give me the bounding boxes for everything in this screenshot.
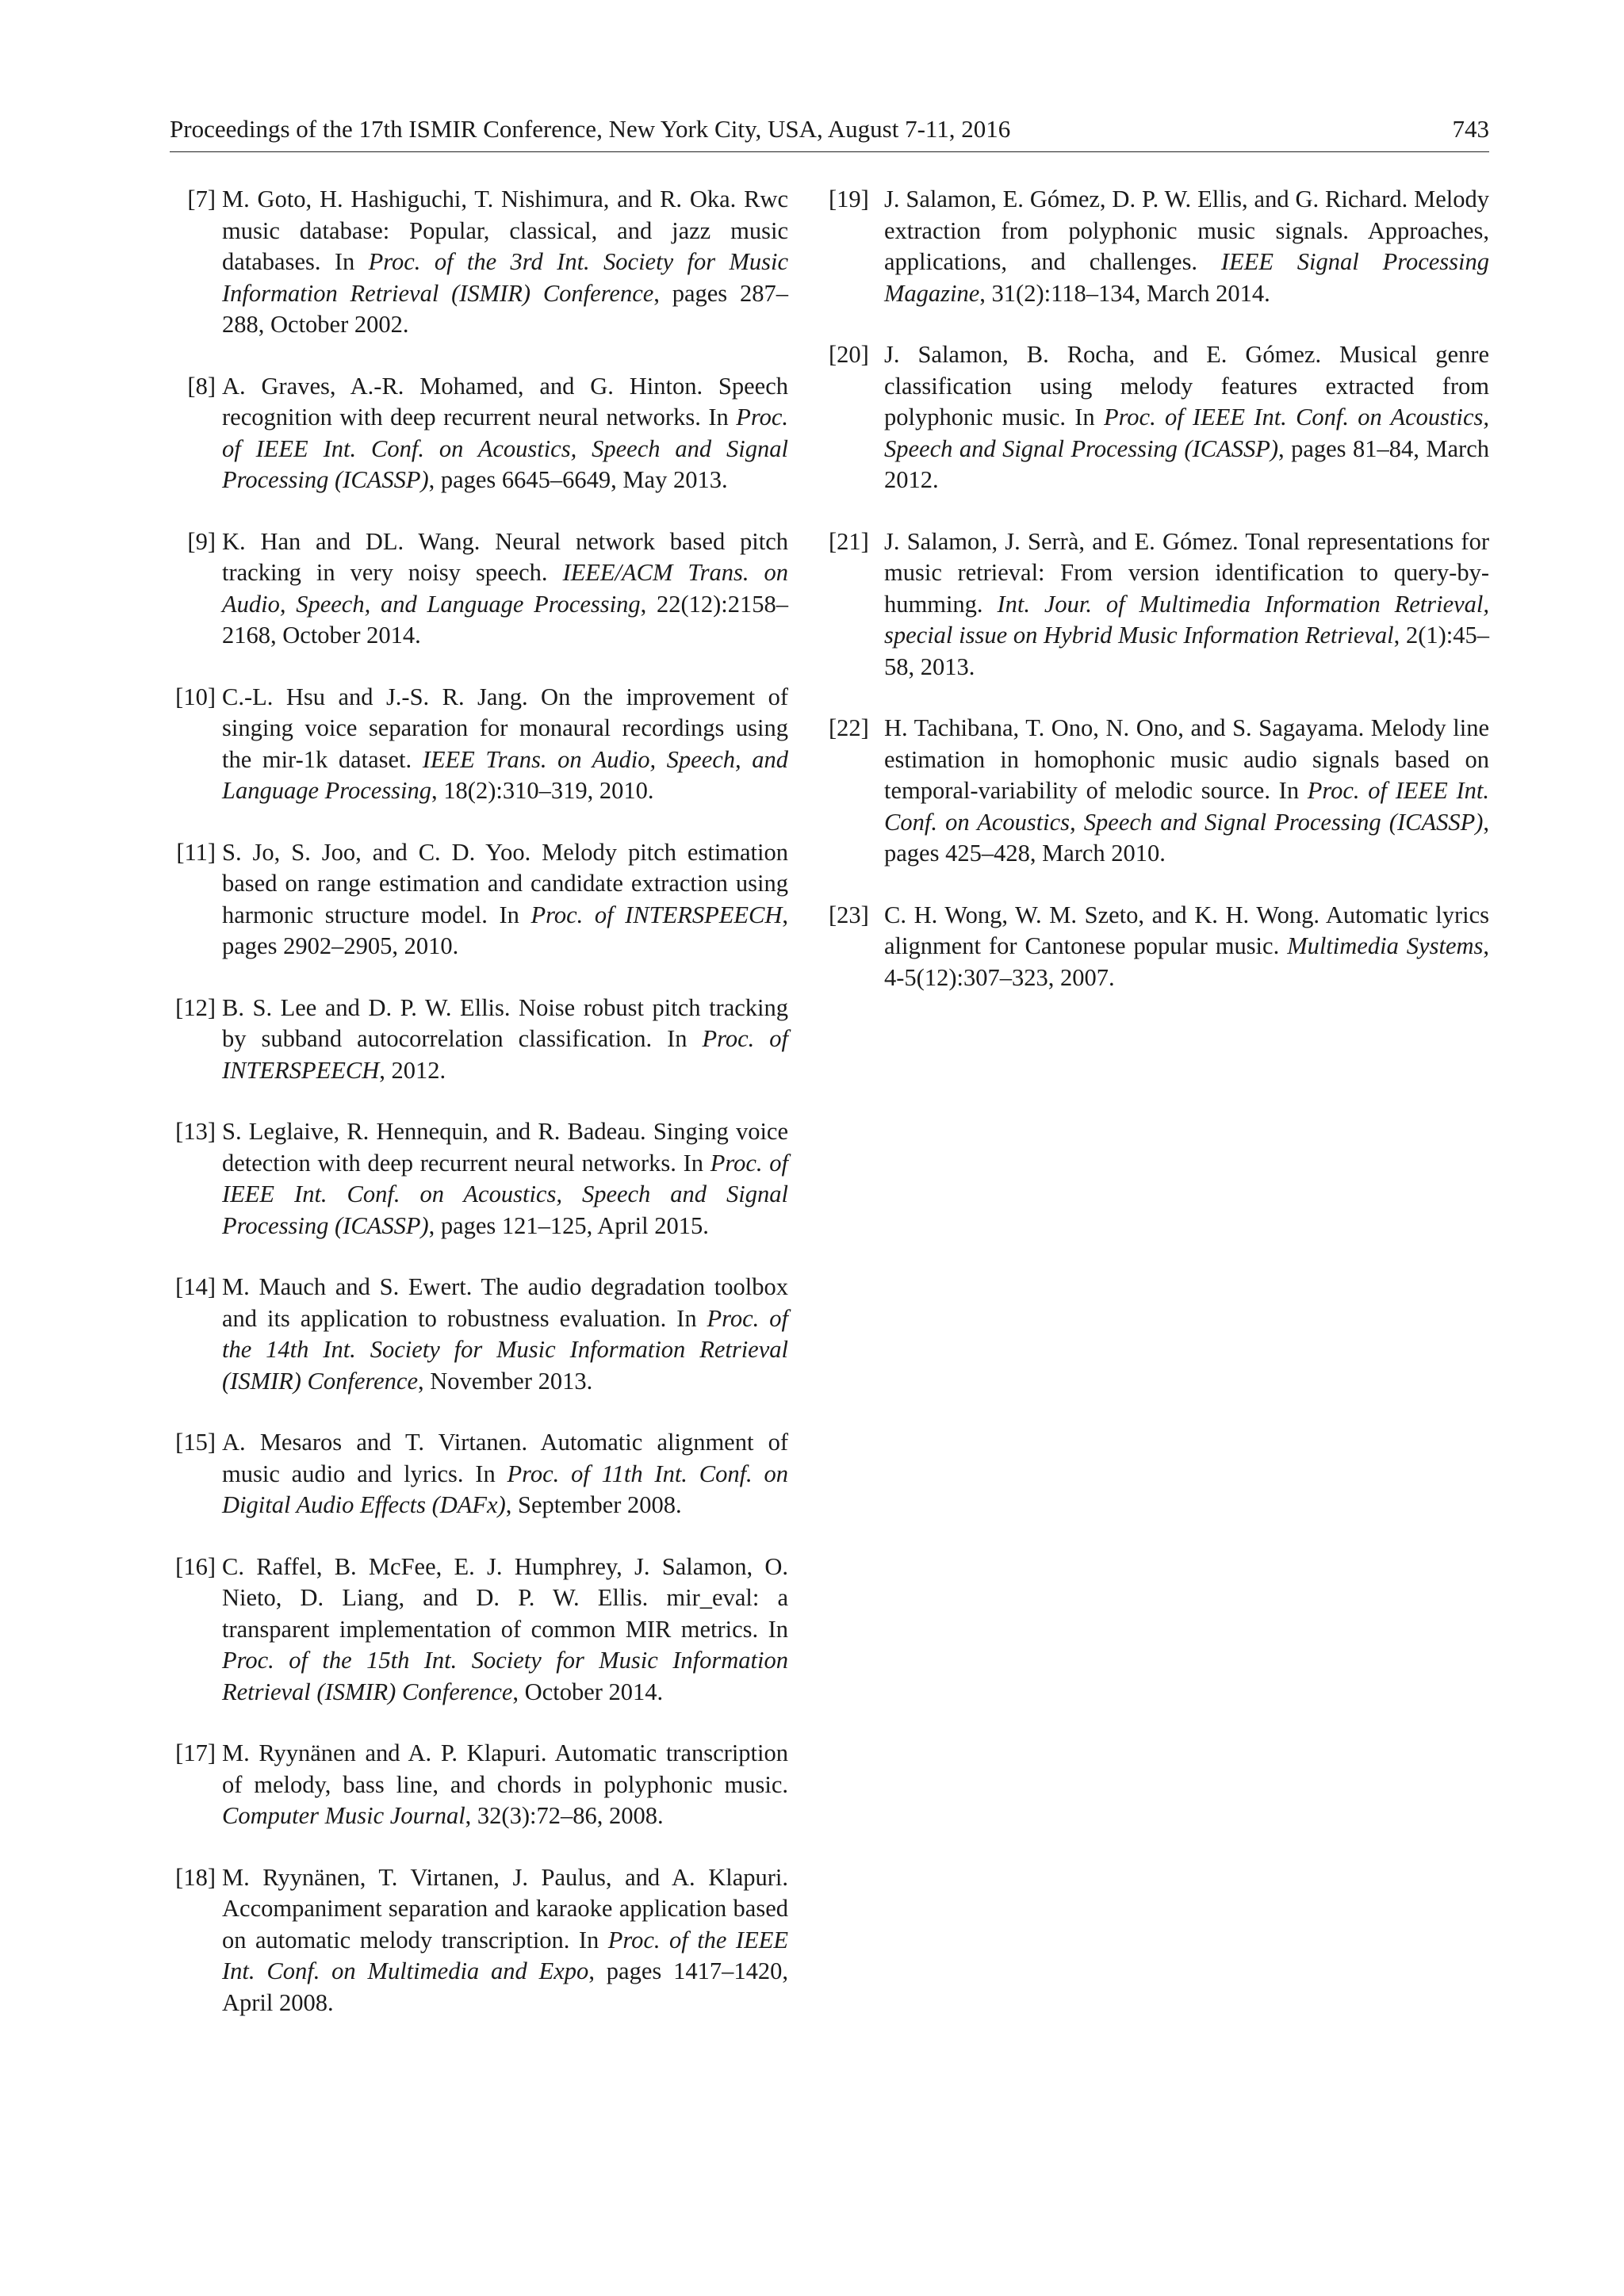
- reference-entry: [829, 713, 1489, 870]
- reference-entry: [170, 526, 788, 652]
- reference-number: [22]: [829, 714, 869, 741]
- reference-entry: [170, 1862, 788, 2019]
- reference-details: , pages 121–125, April 2015.: [428, 1211, 709, 1239]
- reference-venue: Int. Jour. of Multimedia Information Retrieval, special issue on Hybrid Music Information Retrieval: [884, 590, 1489, 649]
- reference-number: [17]: [175, 1739, 216, 1766]
- reference-entry: [170, 1272, 788, 1397]
- reference-authors-title: H. Tachibana, T. Ono, N. Ono, and S. Sagayama. Melody line estimation in homophonic music audio signals based on temporal-variability of melodic source. In: [884, 714, 1489, 804]
- reference-authors-title: S. Leglaive, R. Hennequin, and R. Badeau. Singing voice detection with deep recurrent neural networks. In: [222, 1118, 788, 1177]
- reference-details: , pages 287–288, October 2002.: [222, 279, 788, 338]
- reference-number: [15]: [175, 1429, 216, 1456]
- reference-venue: Proc. of IEEE Int. Conf. on Acoustics, Speech and Signal Processing (ICASSP): [884, 404, 1490, 462]
- reference-authors-title: A. Graves, A.-R. Mohamed, and G. Hinton. Speech recognition with deep recurrent neural networks. In: [222, 372, 788, 430]
- reference-text: [884, 528, 1489, 680]
- reference-authors-title: M. Mauch and S. Ewert. The audio degradation toolbox and its application to robustness evaluation. In: [222, 1273, 788, 1332]
- reference-venue: Proc. of INTERSPEECH: [530, 901, 783, 928]
- reference-number: [14]: [175, 1273, 216, 1300]
- reference-text: [884, 186, 1489, 307]
- reference-details: , 31(2):118–134, March 2014.: [979, 279, 1270, 307]
- reference-number: [13]: [175, 1118, 216, 1145]
- reference-number: [21]: [829, 527, 869, 555]
- reference-entry: [829, 184, 1489, 309]
- reference-authors-title: C. Raffel, B. McFee, E. J. Humphrey, J. Salamon, O. Nieto, D. Liang, and D. P. W. Ellis. mir_eval: a transparent implementation of common MIR metrics. In: [222, 1552, 788, 1643]
- reference-text: [222, 839, 788, 960]
- references-right-column: [829, 184, 1489, 1024]
- reference-authors-title: C.-L. Hsu and J.-S. R. Jang. On the improvement of singing voice separation for monaural recordings using the mir-1k dataset.: [222, 683, 788, 773]
- reference-text: [222, 1739, 788, 1829]
- reference-entry: [170, 1427, 788, 1521]
- reference-details: , pages 81–84, March 2012.: [884, 434, 1490, 493]
- reference-authors-title: J. Salamon, E. Gómez, D. P. W. Ellis, and G. Richard. Melody extraction from polyphonic music signals. Approaches, applications, and challenges.: [884, 186, 1489, 275]
- reference-venue: IEEE Trans. on Audio, Speech, and Language Processing: [222, 745, 788, 804]
- reference-number: [10]: [175, 683, 216, 710]
- reference-authors-title: S. Jo, S. Joo, and C. D. Yoo. Melody pitch estimation based on range estimation and candidate extraction using harmonic structure model. In: [222, 838, 788, 928]
- reference-venue: IEEE/ACM Trans. on Audio, Speech, and Language Processing: [222, 559, 789, 618]
- reference-authors-title: J. Salamon, B. Rocha, and E. Gómez. Musical genre classification using melody features extracted from polyphonic music. In: [884, 341, 1489, 430]
- reference-entry: [829, 526, 1489, 683]
- reference-text: [884, 714, 1489, 867]
- reference-details: , pages 2902–2905, 2010.: [222, 901, 788, 959]
- reference-venue: Proc. of IEEE Int. Conf. on Acoustics, Speech and Signal Processing (ICASSP): [222, 1149, 788, 1239]
- reference-venue: Proc. of the 15th Int. Society for Music Information Retrieval (ISMIR) Conference: [222, 1647, 788, 1705]
- reference-details: , pages 1417–1420, April 2008.: [222, 1957, 788, 2016]
- reference-venue: Proc. of the 3rd Int. Society for Music Information Retrieval (ISMIR) Conference: [222, 248, 788, 307]
- reference-number: [8]: [187, 372, 216, 400]
- reference-details: , September 2008.: [505, 1491, 682, 1518]
- reference-text: [222, 186, 788, 338]
- reference-venue: Proc. of 11th Int. Conf. on Digital Audio Effects (DAFx): [222, 1460, 788, 1518]
- reference-text: [222, 1864, 788, 2016]
- reference-text: [222, 528, 788, 649]
- reference-number: [20]: [829, 341, 869, 368]
- reference-text: [222, 994, 788, 1084]
- reference-entry: [170, 837, 788, 962]
- reference-text: [222, 1553, 788, 1705]
- reference-entry: [170, 1116, 788, 1242]
- reference-details: , 22(12):2158–2168, October 2014.: [222, 590, 788, 649]
- running-header: [170, 113, 1489, 152]
- reference-authors-title: M. Ryynänen, T. Virtanen, J. Paulus, and A. Klapuri. Accompaniment separation and karaoke application based on automatic melody transcription. In: [222, 1863, 788, 1954]
- reference-details: , 2012.: [379, 1056, 446, 1084]
- reference-venue: IEEE Signal Processing Magazine: [884, 248, 1489, 307]
- reference-number: [12]: [175, 993, 216, 1021]
- reference-details: , November 2013.: [418, 1367, 593, 1395]
- reference-venue: Proc. of the 14th Int. Society for Music Information Retrieval (ISMIR) Conference: [222, 1304, 788, 1395]
- reference-entry: [829, 900, 1489, 994]
- reference-entry: [170, 1552, 788, 1709]
- reference-details: , 32(3):72–86, 2008.: [465, 1802, 664, 1829]
- reference-authors-title: M. Ryynänen and A. P. Klapuri. Automatic transcription of melody, bass line, and chords in polyphonic music.: [222, 1739, 788, 1798]
- reference-venue: Proc. of the IEEE Int. Conf. on Multimedia and Expo: [222, 1926, 788, 1984]
- reference-text: [884, 901, 1489, 991]
- reference-number: [9]: [187, 527, 216, 555]
- reference-text: [222, 683, 788, 805]
- reference-text: [222, 1429, 788, 1518]
- reference-venue: Proc. of INTERSPEECH: [222, 1025, 788, 1084]
- reference-number: [18]: [175, 1863, 216, 1891]
- reference-entry: [170, 682, 788, 807]
- page-number: 743: [1452, 115, 1489, 143]
- reference-text: [222, 1273, 788, 1395]
- reference-details: , 4-5(12):307–323, 2007.: [884, 932, 1489, 991]
- reference-details: , pages 425–428, March 2010.: [884, 808, 1489, 867]
- reference-number: [7]: [187, 186, 216, 212]
- reference-venue: Proc. of IEEE Int. Conf. on Acoustics, Speech and Signal Processing (ICASSP): [222, 404, 788, 493]
- reference-entry: [170, 993, 788, 1087]
- reference-details: , pages 6645–6649, May 2013.: [428, 466, 728, 493]
- reference-text: [222, 1118, 788, 1239]
- reference-entry: [170, 1738, 788, 1832]
- reference-authors-title: B. S. Lee and D. P. W. Ellis. Noise robust pitch tracking by subband autocorrelation classification. In: [222, 993, 788, 1052]
- reference-authors-title: J. Salamon, J. Serrà, and E. Gómez. Tonal representations for music retrieval: From version identification to query-by-humming.: [884, 527, 1489, 618]
- reference-authors-title: K. Han and DL. Wang. Neural network based pitch tracking in very noisy speech.: [222, 527, 788, 586]
- reference-entry: [829, 339, 1489, 496]
- reference-number: [16]: [175, 1552, 216, 1580]
- reference-details: , 2(1):45–58, 2013.: [884, 622, 1489, 680]
- reference-entry: [170, 184, 788, 341]
- reference-entry: [170, 371, 788, 496]
- reference-venue: Computer Music Journal: [222, 1802, 465, 1829]
- reference-venue: Multimedia Systems: [1287, 932, 1484, 959]
- header-title: Proceedings of the 17th ISMIR Conference, New York City, USA, August 7-11, 2016: [170, 115, 1011, 143]
- reference-number: [23]: [829, 901, 869, 928]
- reference-authors-title: C. H. Wong, W. M. Szeto, and K. H. Wong. Automatic lyrics alignment for Cantonese popular music.: [884, 901, 1489, 959]
- reference-number: [11]: [176, 838, 216, 866]
- references-left-column: [170, 184, 788, 2049]
- reference-authors-title: A. Mesaros and T. Virtanen. Automatic alignment of music audio and lyrics. In: [222, 1429, 788, 1487]
- reference-authors-title: M. Goto, H. Hashiguchi, T. Nishimura, and R. Oka. Rwc music database: Popular, classical, and jazz music databases. In: [222, 186, 788, 275]
- reference-text: [884, 341, 1489, 493]
- reference-number: [19]: [829, 186, 869, 212]
- reference-venue: Proc. of IEEE Int. Conf. on Acoustics, Speech and Signal Processing (ICASSP): [884, 777, 1489, 836]
- reference-details: , 18(2):310–319, 2010.: [431, 777, 654, 804]
- reference-text: [222, 373, 788, 494]
- reference-details: , October 2014.: [512, 1678, 664, 1705]
